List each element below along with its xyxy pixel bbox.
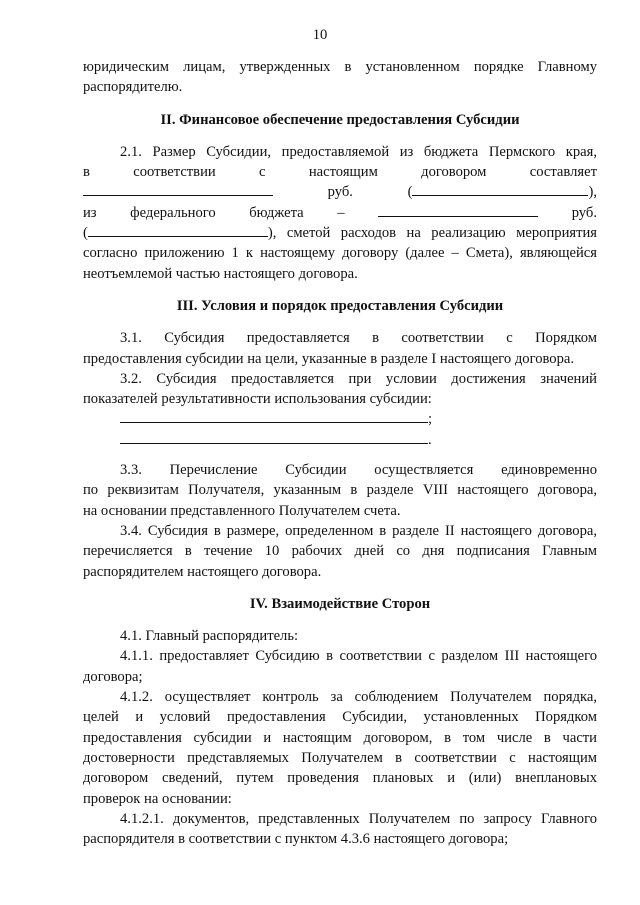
p32-line-1: 3.2. Субсидия предоставляется при условии достижения значений [120,370,597,387]
section-4-heading: IV. Взаимодействие Сторон [249,595,431,612]
document-body [83,57,597,849]
p21-line-2: в соответствии с настоящим договором составляет [83,164,597,181]
indicator-blank-1: ; [83,409,597,429]
p34-line-2: перечисляется в течение 10 рабочих дней со дня подписания Главным [83,543,597,560]
rub-label: руб. [327,184,353,201]
p412-line-6: проверок на основании: [83,790,232,807]
p31-line-1: 3.1. Субсидия предоставляется в соответствии с Порядком [120,330,597,347]
p4121-line-1: 4.1.2.1. документов, представленных Получателем по запросу Главного [120,810,597,827]
p21-line-3 [83,182,597,202]
p412-line-4: достоверности представляемых Получателем в соответствии с настоящим [83,749,597,766]
section-2-heading: II. Финансовое обеспечение предоставления Субсидии [160,111,520,128]
page-number: 10 [312,27,328,43]
p21-line-5: ( ), сметой расходов на реализацию мероприятия [83,225,597,242]
intro-line-1: юридическим лицам, утвержденных в установленном порядке Главному [83,59,597,75]
p412-line-5: договором сведений, путем проведения плановых и (или) внеплановых [83,770,597,787]
p21-line-4: из федерального бюджета – руб. [83,204,597,221]
p4121-line-2: распорядителя в соответствии с пунктом 4.3.6 настоящего договора; [83,831,509,848]
p411-line-1: 4.1.1. предоставляет Субсидию в соответствии с разделом III настоящего [120,648,597,665]
section-3-heading: III. Условия и порядок предоставления Субсидии [176,297,504,314]
p412-line-2: целей и условий предоставления Субсидии, установленных Порядком [83,709,597,726]
p33-line-1: 3.3. Перечисление Субсидии осуществляется единовременно [120,462,597,479]
p21-line-7: неотъемлемой частью настоящего договора. [83,265,358,282]
amount-words-field: ( ), [407,184,597,201]
p31-line-2: предоставления субсидии на цели, указанные в разделе I настоящего договора. [83,350,575,367]
intro-line-2: распорядителю. [83,79,183,96]
p33-line-3: на основании представленного Получателем счета. [83,502,401,519]
p21-line-6: согласно приложению 1 к настоящему договору (далее – Смета), являющейся [83,245,597,262]
p412-line-3: предоставления субсидии и настоящим договором, в том числе в части [83,729,597,746]
p21-line-1: 2.1. Размер Субсидии, предоставляемой из бюджета Пермского края, [120,143,597,160]
amount-blank [83,182,273,196]
p34-line-3: распорядителем настоящего договора. [83,563,322,580]
p41: 4.1. Главный распорядитель: [120,628,299,645]
indicator-blank-2: . [83,430,597,450]
p32-line-2: показателей результативности использования субсидии: [83,391,432,408]
p34-line-1: 3.4. Субсидия в размере, определенном в разделе II настоящего договора, [120,522,597,539]
p411-line-2: договора; [83,668,143,685]
p33-line-2: по реквизитам Получателя, указанным в разделе VIII настоящего договора, [83,482,597,499]
federal-amount-blank [378,203,538,217]
p412-line-1: 4.1.2. осуществляет контроль за соблюдением Получателем порядка, [120,689,597,706]
